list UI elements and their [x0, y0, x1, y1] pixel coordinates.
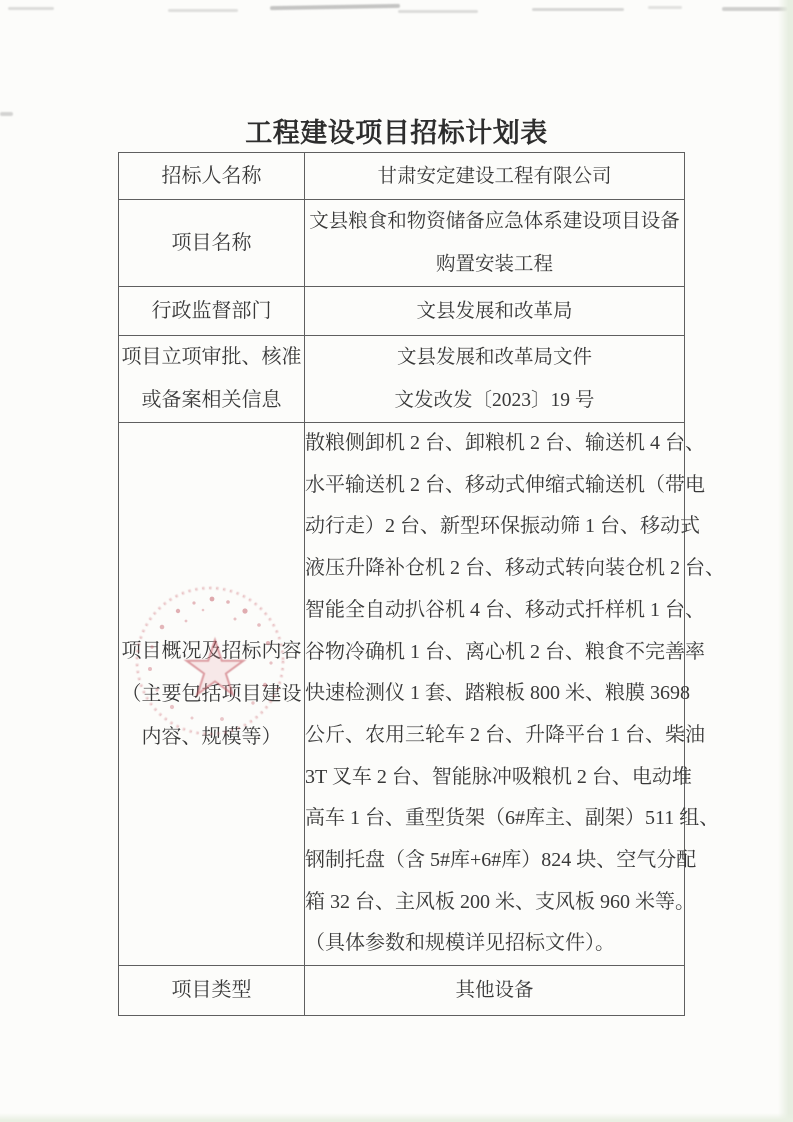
row-value-text: 购置安装工程	[435, 254, 553, 275]
equipment-list-line: 3T 叉车 2 台、智能脉冲吸粮机 2 台、电动堆	[305, 765, 692, 788]
row-label-text: 或备案相关信息	[141, 389, 282, 411]
row-label-text: 行政监督部门	[151, 299, 272, 322]
equipment-list-line: 钢制托盘（含 5#库+6#库）824 块、空气分配	[305, 849, 697, 872]
table-row	[119, 287, 685, 336]
row-value-project-type	[305, 966, 685, 1016]
row-label-text: 内容、规模等）	[141, 725, 282, 748]
row-label-text: 项目名称	[171, 231, 252, 254]
bidding-plan-table	[118, 152, 725, 1016]
row-label-project-name	[119, 200, 305, 287]
row-label-project-type	[119, 966, 305, 1016]
row-label-text: 项目类型	[171, 979, 252, 1002]
scan-artifact	[532, 8, 624, 11]
equipment-list-line: 水平输送机 2 台、移动式伸缩式输送机（带电	[305, 473, 705, 496]
row-label-text: （主要包括项目建设	[121, 682, 302, 705]
equipment-list-line: 快速检测仪 1 套、踏粮板 800 米、粮膜 3698	[305, 682, 690, 705]
scan-artifact	[398, 10, 478, 13]
scan-artifact	[8, 7, 54, 10]
equipment-list-line: 谷物冷确机 1 台、离心机 2 台、粮食不完善率	[305, 640, 705, 663]
row-value-bidder-name	[305, 153, 685, 200]
scan-artifact	[648, 6, 682, 9]
row-value-text: 文县发展和改革局	[416, 300, 573, 322]
table-row	[119, 423, 685, 966]
table-row	[119, 200, 685, 287]
row-label-approval-info	[119, 336, 305, 423]
page-title: 工程建设项目招标计划表	[245, 118, 548, 148]
row-label-bidder-name	[119, 153, 305, 200]
row-label-supervision-dept	[119, 287, 305, 336]
row-value-approval-info	[305, 336, 685, 423]
equipment-list-line: 箱 32 台、主风板 200 米、支风板 960 米等。	[305, 890, 695, 913]
row-label-project-overview	[119, 423, 305, 966]
row-value-text: 其他设备	[455, 980, 534, 1002]
table-row	[119, 153, 685, 200]
scanner-edge-band	[778, 0, 793, 1122]
scanner-edge-band	[0, 1113, 793, 1122]
equipment-list-line: 公斤、农用三轮车 2 台、升降平台 1 台、柴油	[305, 723, 705, 746]
row-value-text: 甘肃安定建设工程有限公司	[377, 165, 612, 187]
equipment-list-line: 液压升降补仓机 2 台、移动式转向装仓机 2 台、	[305, 557, 725, 580]
scan-artifact	[168, 9, 238, 12]
row-value-project-name	[305, 200, 685, 287]
equipment-list-line: 智能全自动扒谷机 4 台、移动式扦样机 1 台、	[305, 598, 705, 621]
row-value-text: 文县发展和改革局文件	[396, 347, 592, 368]
table-row	[119, 336, 685, 423]
table-row	[119, 966, 685, 1016]
equipment-list-line: 高车 1 台、重型货架（6#库主、副架）511 组、	[305, 807, 720, 830]
equipment-list-line: 动行走）2 台、新型环保振动筛 1 台、移动式	[305, 515, 700, 538]
row-value-supervision-dept	[305, 287, 685, 336]
row-label-text: 项目概况及招标内容	[121, 639, 302, 662]
row-value-text: 文发改发〔2023〕19 号	[394, 390, 595, 411]
equipment-list-line: （具体参数和规模详见招标文件）。	[305, 932, 615, 955]
row-value-text: 文县粮食和物资储备应急体系建设项目设备	[309, 211, 680, 232]
row-value-project-overview	[305, 423, 725, 966]
row-label-text: 项目立项审批、核准	[121, 346, 302, 368]
row-label-text: 招标人名称	[161, 164, 262, 187]
equipment-list-line: 散粮侧卸机 2 台、卸粮机 2 台、输送机 4 台、	[305, 432, 705, 454]
scan-artifact	[270, 4, 400, 10]
